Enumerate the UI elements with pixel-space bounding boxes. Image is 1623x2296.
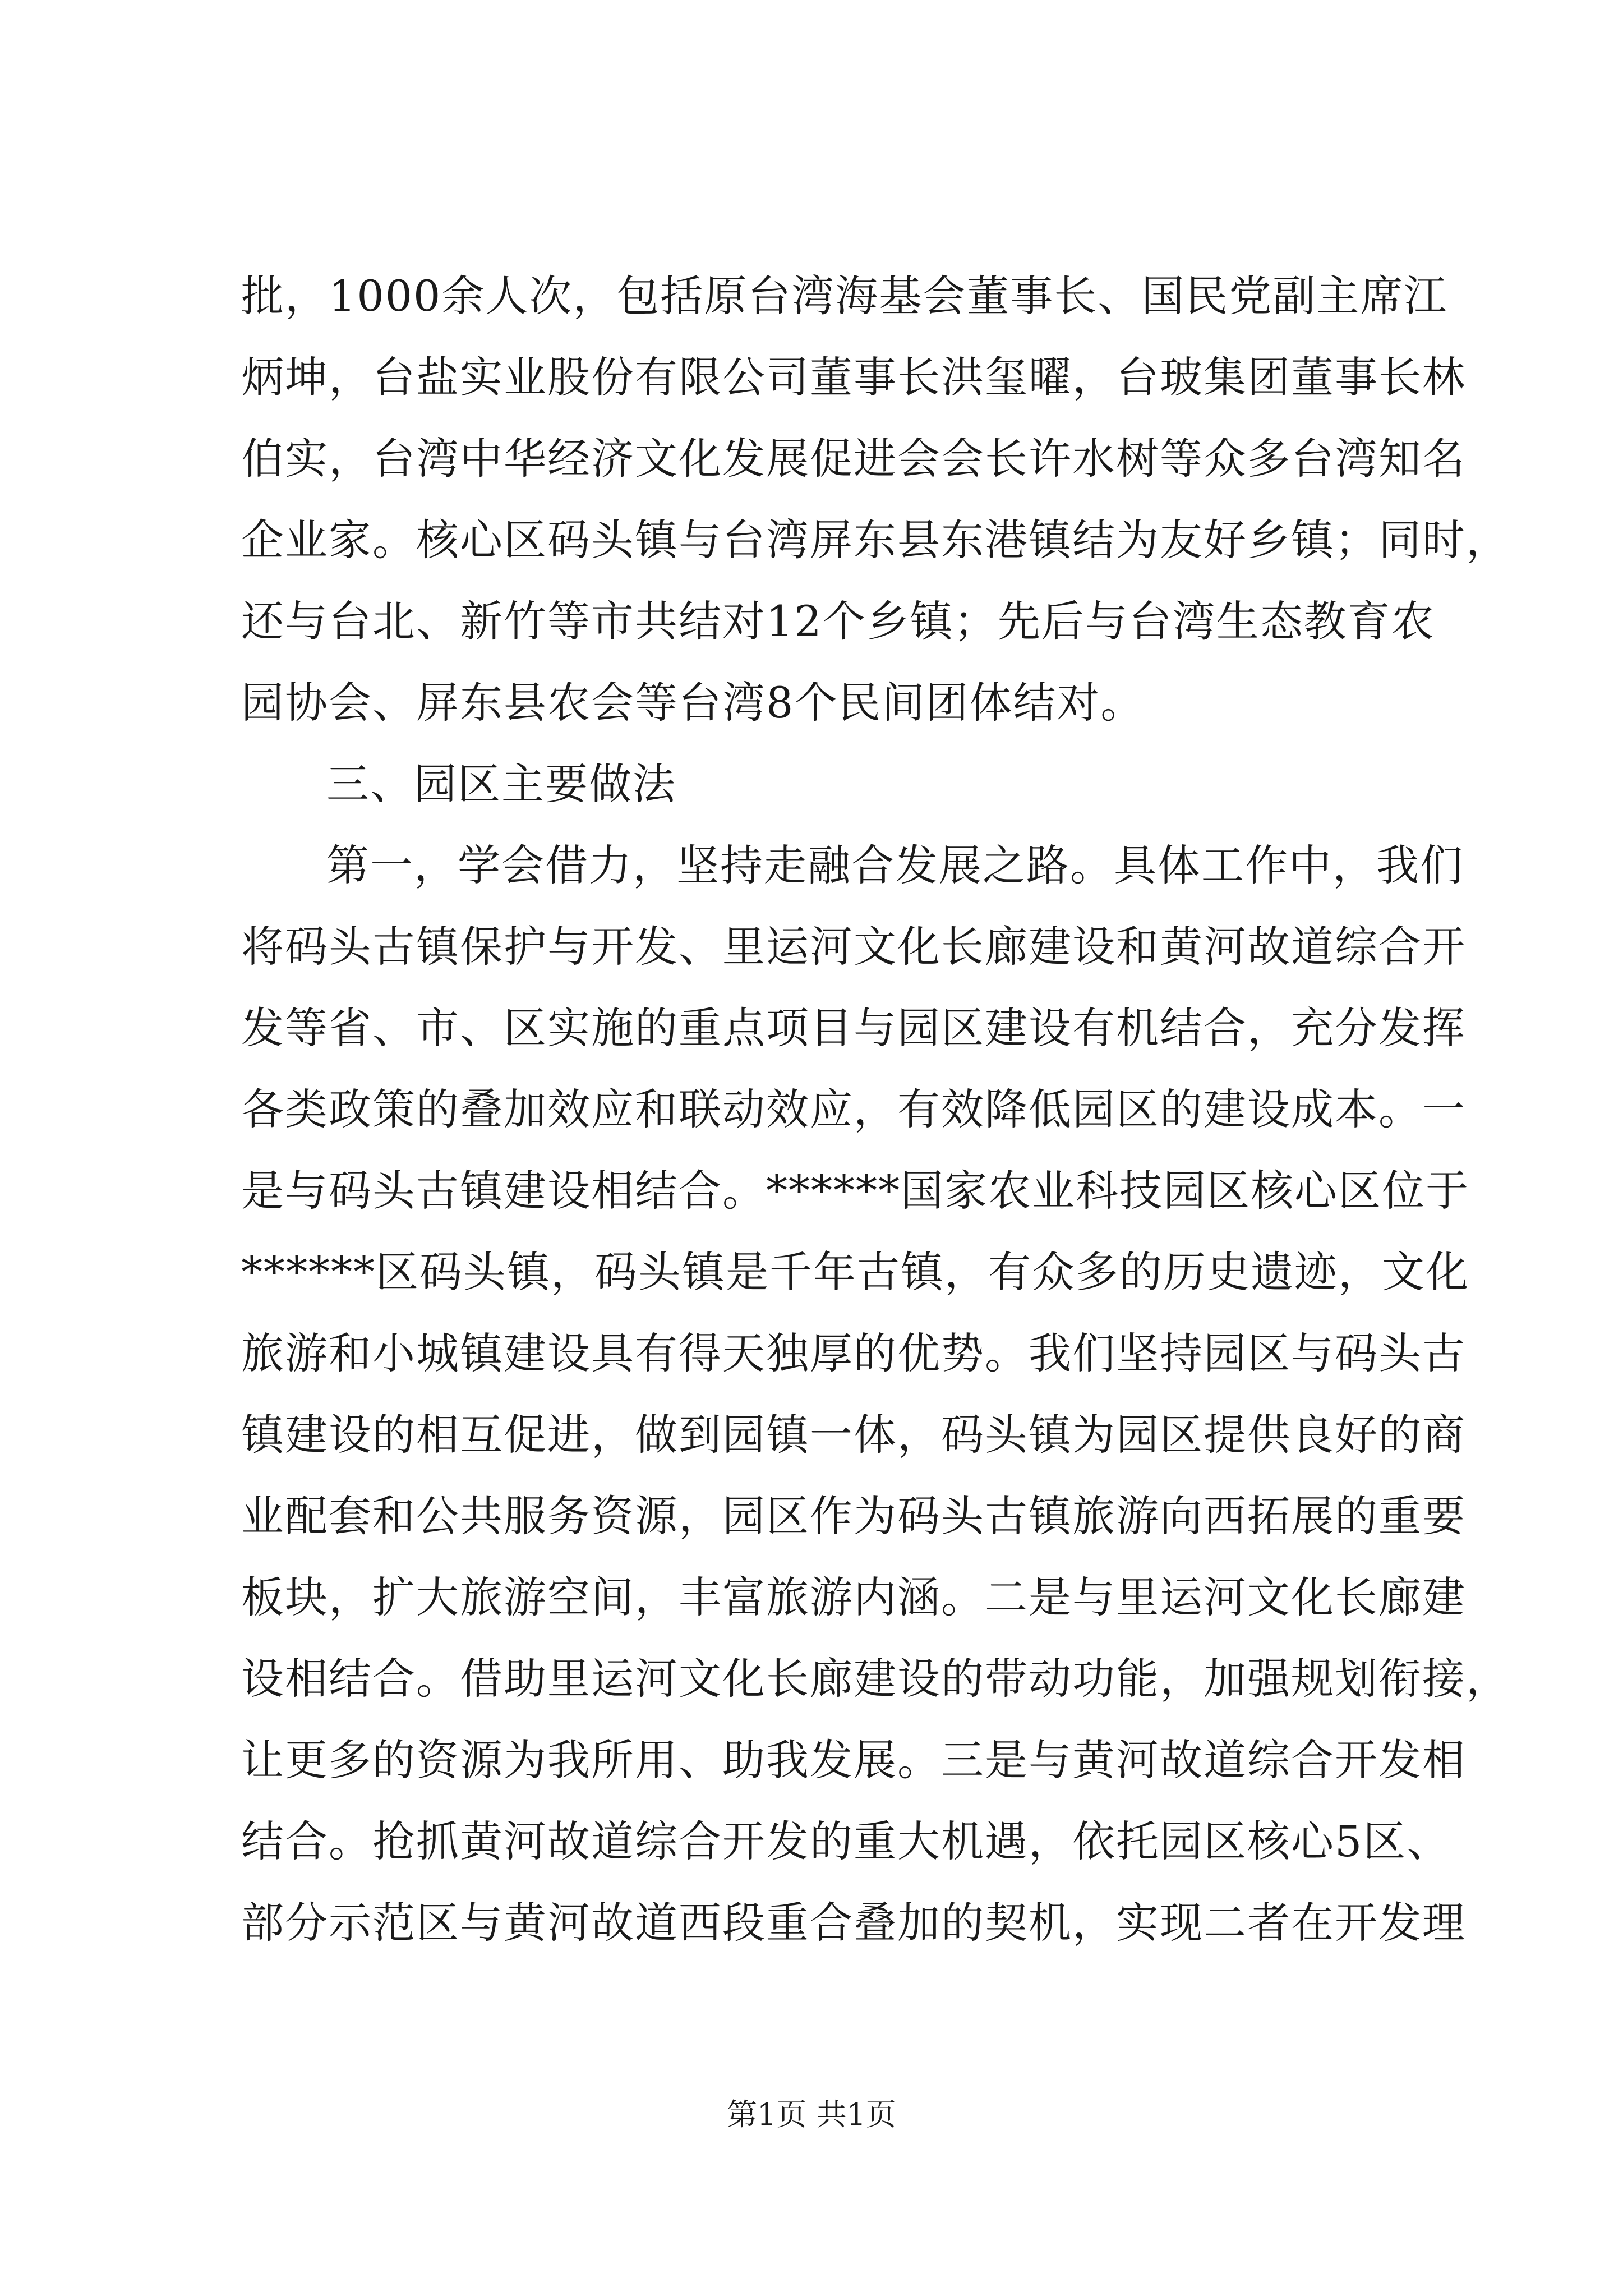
section-heading: 三、园区主要做法	[326, 759, 676, 809]
text-line: 设相结合。借助里运河文化长廊建设的带动功能，加强规划衔接，	[241, 1654, 1510, 1704]
text-line: 是与码头古镇建设相结合。******国家农业科技园区核心区位于	[241, 1166, 1469, 1216]
text-line: 结合。抢抓黄河故道综合开发的重大机遇，依托园区核心5区、	[241, 1816, 1451, 1866]
text-line: 镇建设的相互促进，做到园镇一体，码头镇为园区提供良好的商	[241, 1410, 1466, 1460]
text-line: 部分示范区与黄河故道西段重合叠加的契机，实现二者在开发理	[241, 1898, 1466, 1948]
text-line: 板块，扩大旅游空间，丰富旅游内涵。二是与里运河文化长廊建	[241, 1572, 1466, 1622]
text-line: 第一，学会借力，坚持走融合发展之路。具体工作中，我们	[326, 840, 1464, 890]
document-body	[241, 255, 1510, 1963]
text-line: 炳坤，台盐实业股份有限公司董事长洪玺曜，台玻集团董事长林	[241, 352, 1466, 402]
text-line: 让更多的资源为我所用、助我发展。三是与黄河故道综合开发相	[241, 1735, 1466, 1785]
text-line: 发等省、市、区实施的重点项目与园区建设有机结合，充分发挥	[241, 1003, 1466, 1053]
text-line: 旅游和小城镇建设具有得天独厚的优势。我们坚持园区与码头古	[241, 1328, 1466, 1378]
text-line: 将码头古镇保护与开发、里运河文化长廊建设和黄河故道综合开	[241, 922, 1466, 972]
text-line: 业配套和公共服务资源，园区作为码头古镇旅游向西拓展的重要	[241, 1491, 1466, 1541]
text-line: 园协会、屏东县农会等台湾8个民间团体结对。	[241, 678, 1145, 728]
text-line: 批，1000余人次，包括原台湾海基会董事长、国民党副主席江	[241, 271, 1448, 321]
page-footer: 第1页 共1页	[727, 2097, 896, 2132]
text-line: 还与台北、新竹等市共结对12个乡镇；先后与台湾生态教育农	[241, 596, 1435, 646]
text-line: 伯实，台湾中华经济文化发展促进会会长许水树等众多台湾知名	[241, 434, 1466, 484]
text-line: 各类政策的叠加效应和联动效应，有效降低园区的建设成本。一	[241, 1084, 1466, 1134]
text-line: ******区码头镇，码头镇是千年古镇，有众多的历史遗迹，文化	[241, 1247, 1469, 1297]
text-line: 企业家。核心区码头镇与台湾屏东县东港镇结为友好乡镇；同时，	[241, 515, 1510, 565]
